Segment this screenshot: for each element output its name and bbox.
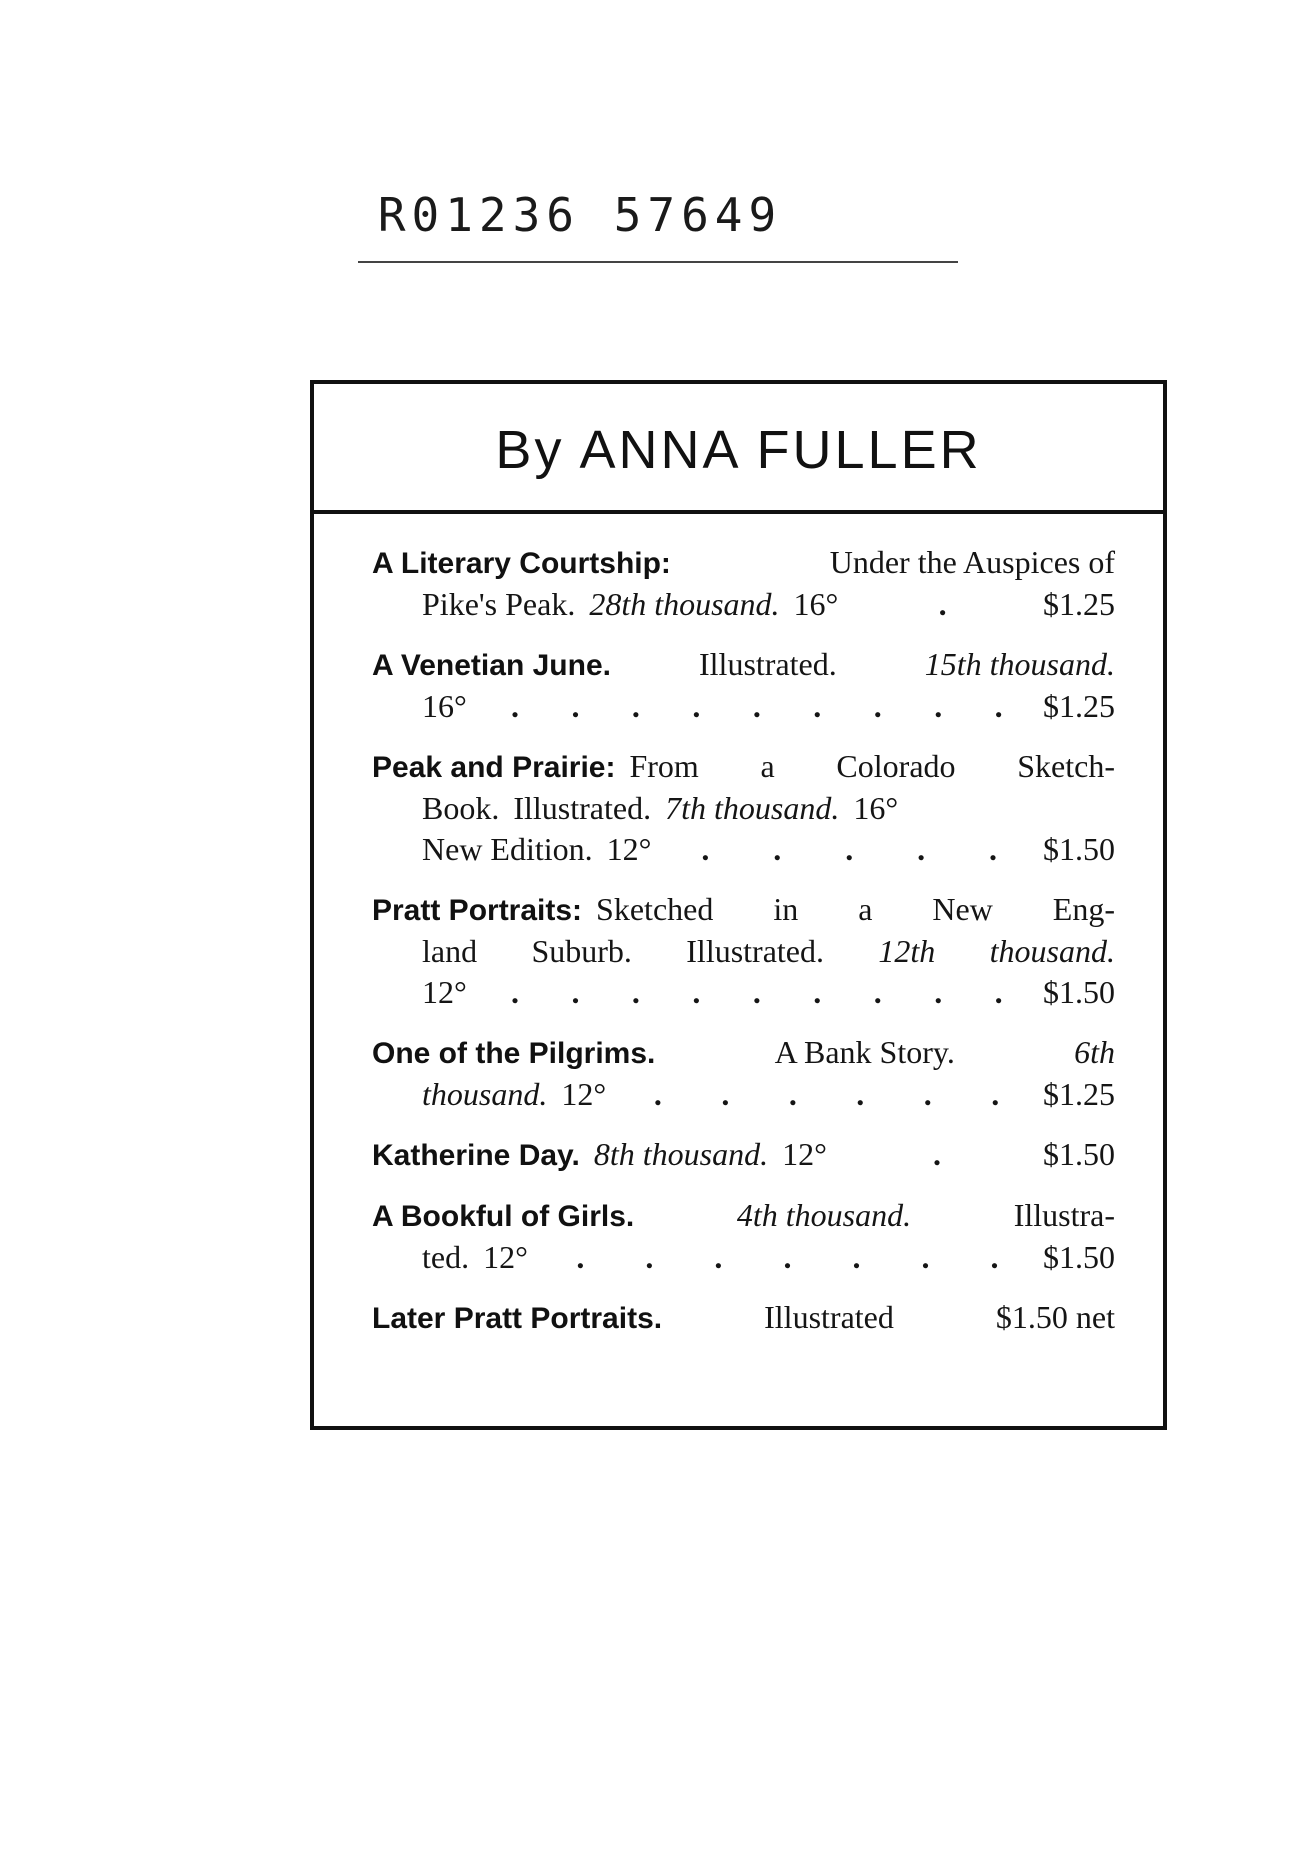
subtitle-word: a [760,748,775,784]
dot-leader: . [991,1076,1000,1112]
subtitle-word: Sketch- [1017,748,1115,784]
dot-leader: . [576,1239,585,1275]
dot-leader: . [932,1136,941,1172]
book-advertisement [310,380,1167,1430]
dot-leader: . [571,974,580,1010]
dot-leader: . [989,831,998,867]
book-title: Pratt Portraits: [372,894,583,927]
book-title: A Bookful of Girls. [372,1200,635,1233]
subtitle-word: New [932,891,993,927]
subtitle-word: Sketched [596,891,714,927]
book-note: Illustrated [764,1299,894,1335]
subtitle-word: Eng- [1052,891,1115,927]
book-price: $1.50 [1043,1136,1115,1172]
book-entry-later-pratt-portraits [372,1297,1115,1339]
book-format: 16° [422,688,467,724]
dot-leader: . [701,831,710,867]
book-entry-literary-courtship [372,542,1115,625]
book-edition: 7th thousand. [665,790,840,826]
dot-leader: . [856,1076,865,1112]
book-format: 12° [483,1239,528,1275]
dot-leader: . [511,974,520,1010]
dot-leader: . [783,1239,792,1275]
dot-leader: . [511,688,520,724]
dot-leader: . [752,688,761,724]
book-title: A Venetian June. [372,649,611,682]
book-price: $1.50 net [995,1299,1115,1335]
dot-leader: . [653,1076,662,1112]
advertisement-header [314,384,1163,514]
subtitle-word: in [773,891,799,927]
line-word: land [422,933,478,969]
book-entry-venetian-june [372,644,1115,727]
book-edition: 4th thousand. [736,1197,912,1233]
book-entry-bookful-of-girls [372,1195,1115,1278]
book-edition-cont: thousand. [422,1076,548,1112]
book-entry-peak-and-prairie [372,746,1115,870]
book-price: $1.50 [1043,831,1115,867]
book-list [314,514,1163,1339]
dot-leader: . [934,974,943,1010]
line-word: Suburb. [531,933,632,969]
dot-leader: . [923,1076,932,1112]
dot-leader: . [788,1076,797,1112]
book-format: 16° [793,586,839,622]
book-edition: 6th [1074,1034,1115,1070]
dot-leader: . [994,688,1003,724]
line-word: 12th [878,933,936,969]
book-entry-pratt-portraits [372,889,1115,1013]
dot-leader: . [631,974,640,1010]
book-title: One of the Pilgrims. [372,1037,656,1070]
book-note: A Bank Story. [774,1034,955,1070]
advertisement-title: By ANNA FULLER [495,420,982,480]
dot-leader: . [934,688,943,724]
book-price: $1.25 [1043,1076,1115,1112]
book-edition: 8th thousand. [593,1136,769,1172]
book-format: 16° [853,790,899,826]
book-edition: 28th thousand. [589,586,780,622]
book-entry-katherine-day [372,1134,1115,1176]
book-new-edition: New Edition. [422,831,593,867]
book-title: Later Pratt Portraits. [372,1302,663,1335]
call-number-underline [358,261,958,263]
book-note: Illustrated. [513,790,652,826]
subtitle-word: Colorado [836,748,956,784]
dot-leader: . [873,688,882,724]
book-title: A Literary Courtship: [372,547,671,580]
dot-leader: . [921,1239,930,1275]
subtitle-word: a [858,891,873,927]
dot-leader: . [994,974,1003,1010]
book-price: $1.50 [1043,974,1115,1010]
book-format: 12° [561,1076,607,1112]
dot-leader: . [721,1076,730,1112]
book-note: Illustra- [1013,1197,1115,1233]
dot-leader: . [813,974,822,1010]
book-subtitle-cont: Pike's Peak. [422,586,576,622]
dot-leader: . [714,1239,723,1275]
line-word: Illustrated. [686,933,824,969]
dot-leader: . [692,688,701,724]
book-price: $1.50 [1043,1239,1115,1275]
book-note: Illustrated. [699,646,837,682]
dot-leader: . [813,688,822,724]
dot-leader: . [631,688,640,724]
book-title: Peak and Prairie: [372,751,616,784]
line-word: thousand. [989,933,1115,969]
dot-leader: . [845,831,854,867]
book-edition: 15th thousand. [924,646,1115,682]
subtitle-word: From [629,748,699,784]
book-format: 12° [422,974,467,1010]
book-price: $1.25 [1043,688,1115,724]
dot-leader: . [873,974,882,1010]
book-price: $1.25 [1043,586,1115,622]
dot-leader: . [692,974,701,1010]
book-note-cont: ted. [422,1239,470,1275]
dot-leader: . [990,1239,999,1275]
dot-leader: . [645,1239,654,1275]
book-subtitle-cont: Book. [422,790,500,826]
book-new-format: 12° [606,831,652,867]
book-title: Katherine Day. [372,1139,580,1172]
dot-leader: . [852,1239,861,1275]
dot-leader: . [917,831,926,867]
book-entry-one-of-the-pilgrims [372,1032,1115,1115]
dot-leader: . [938,586,947,622]
dot-leader: . [752,974,761,1010]
book-format: 12° [782,1136,827,1172]
call-number: R01236 57649 [377,188,783,242]
book-subtitle: Under the Auspices of [829,544,1115,580]
dot-leader: . [571,688,580,724]
dot-leader: . [773,831,782,867]
